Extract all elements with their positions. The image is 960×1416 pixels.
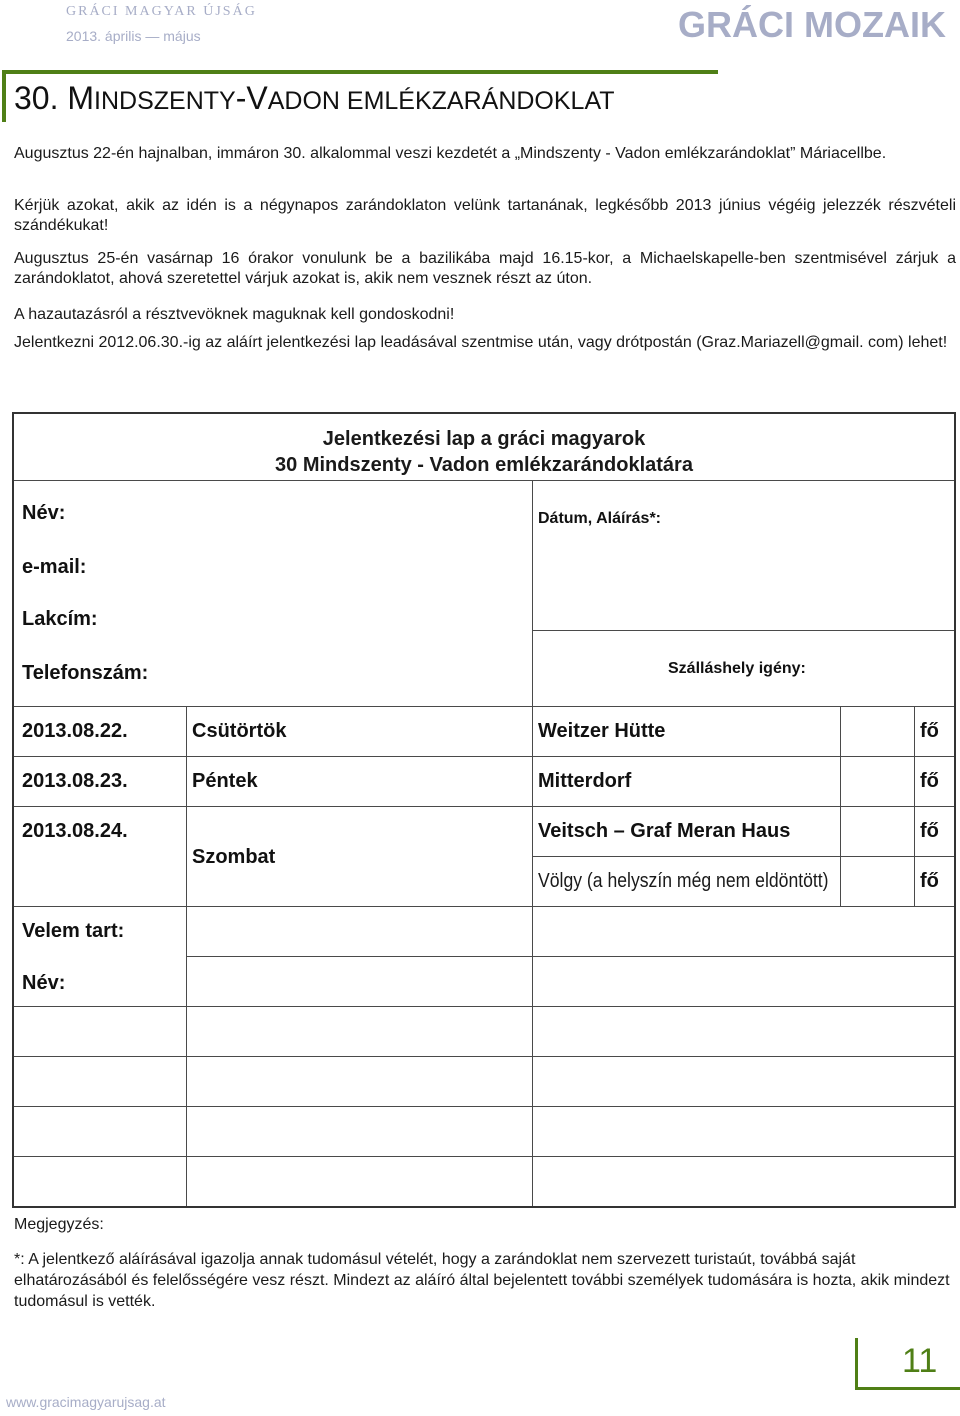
day-date: 2013.08.22. bbox=[22, 720, 128, 742]
page-number-rule-vertical bbox=[855, 1338, 858, 1390]
lodging-request-label: Szálláshely igény: bbox=[668, 660, 806, 677]
day-date: 2013.08.24. bbox=[22, 820, 128, 842]
paragraph-registration: Jelentkezni 2012.06.30.-ig az aláírt jelentkezési lap leadásával szentmise után, vagy drótpostán (Graz.Mariazell@gmail. com) lehet! bbox=[14, 334, 948, 351]
form-divider bbox=[532, 706, 533, 906]
form-title bbox=[14, 426, 954, 478]
title-rule-left bbox=[2, 70, 6, 122]
valley-place: Völgy (a helyszín még nem eldöntött) bbox=[538, 870, 829, 892]
email-field-label: e-mail: bbox=[22, 556, 87, 578]
day-name: Szombat bbox=[192, 846, 276, 868]
paragraph-closing-mass: Augusztus 25-én vasárnap 16 órakor vonulunk be a bazilikába majd 16.15-kor, a Michaelskapelle-ben szentmisével zárjuk a zarándoklatot, ahová szeretettel várjuk azokat is, akik nem vesznek részt az úton. bbox=[14, 250, 956, 287]
title-part-2: ADON EMLÉKZARÁNDOKLAT bbox=[267, 87, 615, 115]
paper-name: GRÁCI MAGYAR ÚJSÁG bbox=[66, 4, 257, 19]
companions-label: Velem tart: bbox=[22, 920, 125, 942]
address-field-label: Lakcím: bbox=[22, 608, 98, 630]
footer-url: www.gracimagyarujsag.at bbox=[6, 1394, 166, 1410]
phone-field-label: Telefonszám: bbox=[22, 662, 149, 684]
day-place: Veitsch – Graf Meran Haus bbox=[538, 820, 791, 842]
form-rule bbox=[14, 1106, 954, 1107]
form-rule bbox=[14, 1006, 954, 1007]
footnote: *: A jelentkező aláírásával igazolja annak tudomásul vételét, hogy a zarándoklat nem szervezett turistaút, továbbá saját elhatározásából és felelősségére vesz részt. Mindezt az aláíró által bejelentett további személyek tudomására is hozta, akik mindezt tudomásul is vették. bbox=[14, 1251, 950, 1310]
paragraph-intro: Augusztus 22-én hajnalban, immáron 30. alkalommal veszi kezdetét a „Mindszenty - Vadon emlékzarándoklat” Máriacellbe. bbox=[14, 145, 887, 162]
day-name: Csütörtök bbox=[192, 720, 287, 742]
person-unit: fő bbox=[920, 770, 939, 792]
name-field-label: Név: bbox=[22, 502, 66, 524]
form-divider bbox=[840, 706, 841, 906]
form-rule bbox=[186, 956, 954, 957]
form-rule bbox=[14, 706, 954, 707]
form-rule bbox=[14, 480, 954, 481]
form-rule bbox=[14, 906, 954, 907]
issue-date: 2013. április — május bbox=[66, 28, 201, 44]
section-brand: GRÁCI MOZAIK bbox=[678, 4, 946, 45]
day-place: Weitzer Hütte bbox=[538, 720, 666, 742]
date-signature-label: Dátum, Aláírás*: bbox=[538, 510, 661, 527]
page-number-rule-horizontal bbox=[858, 1387, 960, 1390]
form-divider bbox=[914, 706, 915, 906]
person-unit: fő bbox=[920, 720, 939, 742]
notes-label: Megjegyzés: bbox=[14, 1216, 104, 1233]
form-rule bbox=[14, 756, 954, 757]
person-unit: fő bbox=[920, 870, 939, 892]
title-rule-top bbox=[2, 70, 718, 74]
form-rule bbox=[532, 630, 954, 631]
form-rule bbox=[532, 856, 954, 857]
paragraph-return-trip: A hazautazásról a résztvevöknek maguknak kell gondoskodni! bbox=[14, 306, 455, 323]
form-rule bbox=[14, 1056, 954, 1057]
day-place: Mitterdorf bbox=[538, 770, 632, 792]
page-number: 11 bbox=[902, 1342, 938, 1380]
title-part-dash: -V bbox=[235, 80, 268, 116]
person-unit: fő bbox=[920, 820, 939, 842]
form-title-line-1: Jelentkezési lap a gráci magyarok bbox=[322, 428, 646, 450]
companion-name-label: Név: bbox=[22, 972, 66, 994]
title-part-1: INDSZENTY bbox=[94, 87, 236, 115]
form-divider bbox=[532, 480, 533, 706]
form-rule bbox=[14, 806, 954, 807]
day-name: Péntek bbox=[192, 770, 258, 792]
masthead bbox=[66, 4, 257, 44]
article-title bbox=[14, 80, 615, 117]
day-date: 2013.08.23. bbox=[22, 770, 128, 792]
form-rule bbox=[14, 1156, 954, 1157]
form-title-line-2: 30 Mindszenty - Vadon emlékzarándoklatára bbox=[275, 454, 693, 476]
title-part-num: 30. M bbox=[14, 80, 95, 116]
form-divider bbox=[186, 706, 187, 906]
paragraph-request: Kérjük azokat, akik az idén is a négynapos zarándoklaton velünk tartanának, legkésőbb 2013 június végéig jelezzék részvételi szándékukat! bbox=[14, 197, 956, 234]
registration-form bbox=[12, 412, 956, 1208]
